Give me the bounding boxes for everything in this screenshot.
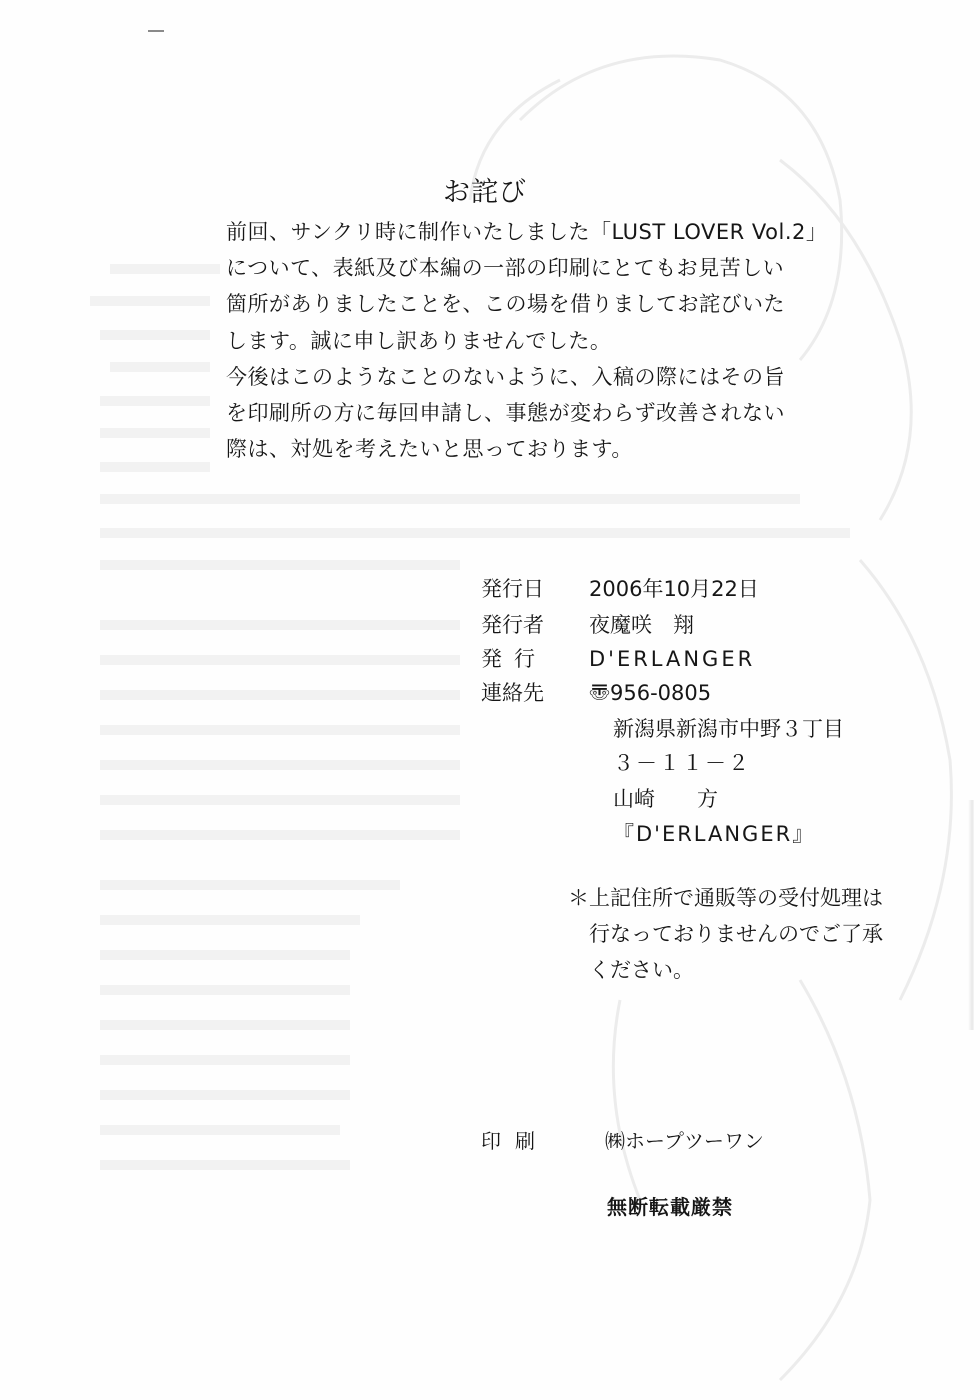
scan-edge-shadow xyxy=(968,800,974,1030)
printer-label: 印刷 xyxy=(481,1129,549,1153)
issue-date-value: 2006年10月22日 xyxy=(589,577,759,601)
issue-date-label: 発行日 xyxy=(481,577,544,601)
address-line: 『D'ERLANGER』 xyxy=(613,822,816,846)
reproduction-prohibited: 無断転載厳禁 xyxy=(607,1195,733,1219)
postal-code: 〠956-0805 xyxy=(589,681,712,705)
scan-mark xyxy=(148,30,164,32)
publisher-value: 夜魔咲 翔 xyxy=(589,613,694,637)
apology-line: します。誠に申し訳ありませんでした。 xyxy=(226,328,612,353)
mail-order-notice xyxy=(568,880,908,988)
apology-line: について、表紙及び本編の一部の印刷にとてもお見苦しい xyxy=(226,256,785,281)
address-line: ３－１１－２ xyxy=(613,751,751,775)
apology-title: お詫び xyxy=(443,177,527,208)
apology-line: 際は、対処を考えたいと思っております。 xyxy=(226,437,633,462)
address-line: 山崎 方 xyxy=(613,787,718,811)
notice-line: 行なっておりませんのでご了承 xyxy=(568,922,883,946)
issuer-label: 発行 xyxy=(481,647,547,671)
issuer-value: D'ERLANGER xyxy=(589,647,756,671)
publisher-label: 発行者 xyxy=(481,613,544,637)
apology-line: 前回、サンクリ時に制作いたしました「LUST LOVER Vol.2」 xyxy=(226,220,828,244)
address-line: 新潟県新潟市中野３丁目 xyxy=(613,717,844,741)
printer-value: ㈱ホープツーワン xyxy=(605,1129,764,1153)
contact-label: 連絡先 xyxy=(481,681,544,705)
notice-line: ください。 xyxy=(568,958,694,982)
notice-line: ＊上記住所で通販等の受付処理は xyxy=(568,886,883,910)
apology-line: 箇所がありましたことを、この場を借りましてお詫びいた xyxy=(226,292,785,317)
apology-line: を印刷所の方に毎回申請し、事態が変わらず改善されない xyxy=(226,400,785,425)
apology-text xyxy=(226,214,828,467)
apology-line: 今後はこのようなことのないように、入稿の際にはその旨 xyxy=(226,364,785,389)
